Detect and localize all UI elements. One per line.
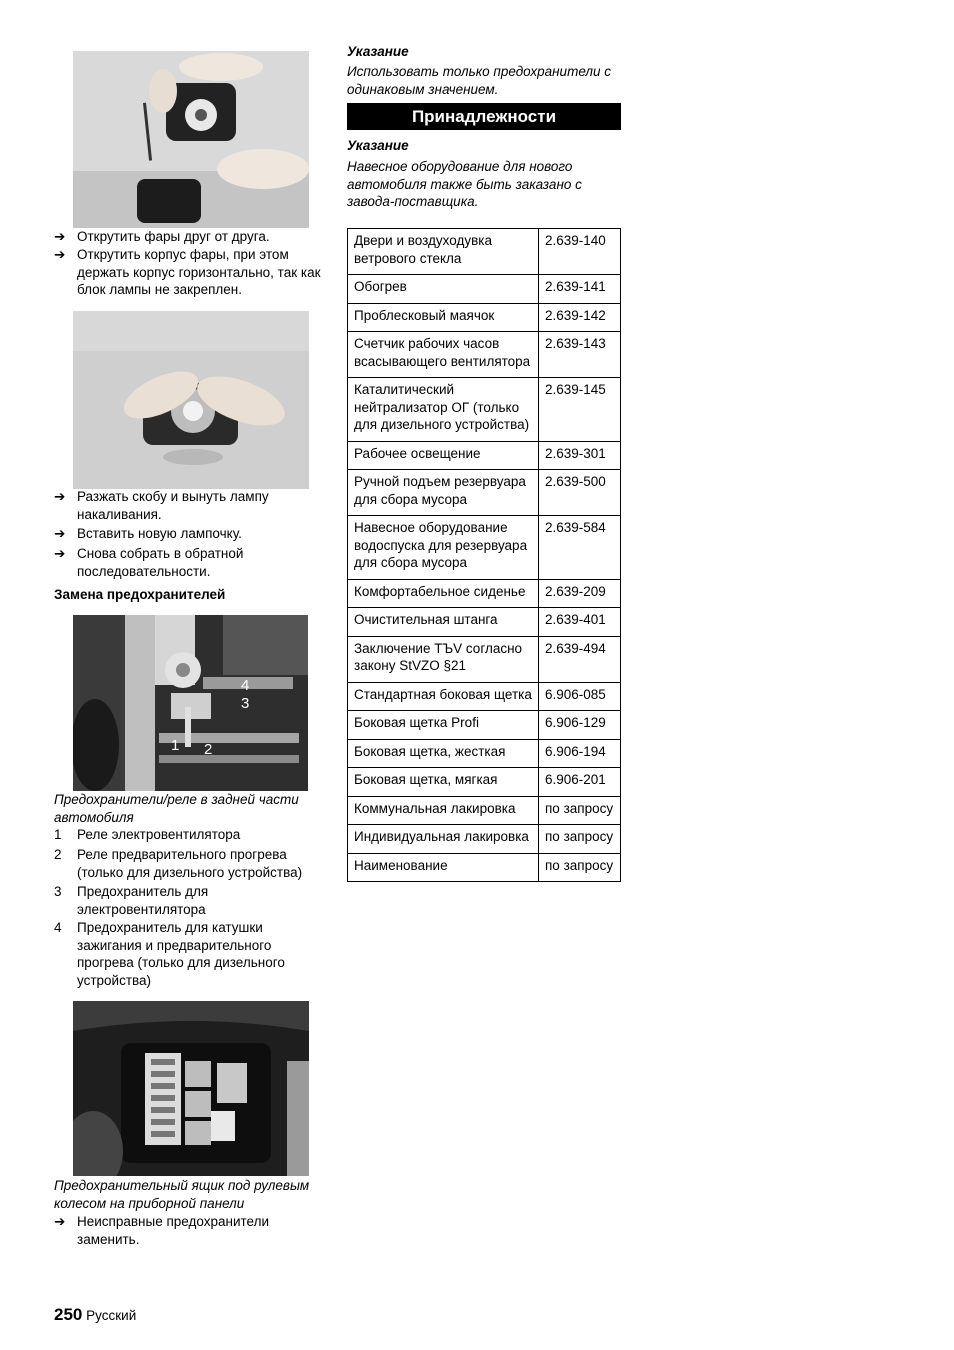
accessory-code: 2.639-500: [539, 470, 621, 516]
caption-fusebox: Предохранительный ящик под рулевым колесом на приборной панели: [54, 1178, 310, 1211]
arrow-icon: ➔: [54, 247, 66, 262]
legend-item: [54, 883, 326, 918]
step-reassemble: [54, 545, 324, 580]
legend-text: Предохранитель для электровентилятора: [77, 884, 209, 917]
step-separate-headlights: [54, 228, 324, 246]
accessory-name: Заключение TЪV согласно закону StVZO §21: [348, 636, 539, 682]
accessory-code: по запросу: [539, 825, 621, 854]
accessory-name: Боковая щетка, жесткая: [348, 739, 539, 768]
legend-number: 2: [54, 847, 62, 862]
legend-text: Реле электровентилятора: [77, 827, 241, 842]
accessory-name: Стандартная боковая щетка: [348, 682, 539, 711]
arrow-icon: ➔: [54, 1214, 66, 1229]
accessory-code: 2.639-143: [539, 332, 621, 378]
step-remove-bulb: [54, 488, 324, 523]
accessory-name: Навесное оборудование водоспуска для резервуара для сбора мусора: [348, 516, 539, 580]
legend-number: 1: [54, 827, 62, 842]
accessory-name: Счетчик рабочих часов всасывающего вентилятора: [348, 332, 539, 378]
accessory-code: 2.639-142: [539, 303, 621, 332]
accessory-name: Рабочее освещение: [348, 441, 539, 470]
step-insert-bulb: [54, 525, 324, 543]
accessory-name: Каталитический нейтрализатор ОГ (только для дизельного устройства): [348, 378, 539, 442]
page-number: 250: [54, 1305, 83, 1324]
table-row: [348, 825, 621, 854]
photo-rear-fuses: [73, 615, 308, 791]
table-row: [348, 378, 621, 442]
accessory-name: Индивидуальная лакировка: [348, 825, 539, 854]
accessory-name: Наименование: [348, 853, 539, 882]
note-title: Указание: [347, 44, 409, 59]
table-row: [348, 516, 621, 580]
accessory-code: 2.639-209: [539, 579, 621, 608]
arrow-icon: ➔: [54, 546, 66, 561]
table-row: [348, 332, 621, 378]
note-text: Использовать только предохранители с одинаковым значением.: [347, 64, 611, 97]
photo-headlight-unscrew: [73, 51, 309, 228]
fuse-replacement-heading: Замена предохранителей: [54, 587, 226, 602]
accessory-code: 2.639-140: [539, 229, 621, 275]
table-row: [348, 579, 621, 608]
table-row: [348, 441, 621, 470]
note-text: Навесное оборудование для нового автомобиля также быть заказано с завода-поставщика.: [347, 159, 582, 209]
accessory-code: 2.639-141: [539, 275, 621, 304]
accessory-code: 6.906-201: [539, 768, 621, 797]
table-row: [348, 470, 621, 516]
table-row: [348, 768, 621, 797]
table-row: [348, 711, 621, 740]
table-row: [348, 229, 621, 275]
section-heading-accessories: Принадлежности: [347, 103, 621, 130]
caption-rear-fuses: Предохранители/реле в задней части автомобиля: [54, 792, 299, 825]
table-row: [348, 796, 621, 825]
accessory-name: Обогрев: [348, 275, 539, 304]
accessory-code: 6.906-194: [539, 739, 621, 768]
accessory-name: Проблесковый маячок: [348, 303, 539, 332]
legend-text: Реле предварительного прогрева (только для дизельного устройства): [77, 847, 303, 880]
arrow-icon: ➔: [54, 489, 66, 504]
table-row: [348, 608, 621, 637]
note-title: Указание: [347, 138, 409, 153]
legend-number: 3: [54, 884, 62, 899]
photo-fusebox-dashboard: [73, 1001, 309, 1176]
callout-label-4: 4: [241, 677, 250, 694]
legend-text: Предохранитель для катушки зажигания и предварительного прогрева (только для дизельного устройства): [77, 920, 285, 988]
accessory-name: Двери и воздуходувка ветрового стекла: [348, 229, 539, 275]
table-row: [348, 682, 621, 711]
table-row: [348, 303, 621, 332]
accessory-name: Ручной подъем резервуара для сбора мусора: [348, 470, 539, 516]
accessory-name: Боковая щетка Profi: [348, 711, 539, 740]
table-row: [348, 739, 621, 768]
accessory-code: 2.639-494: [539, 636, 621, 682]
accessory-code: 2.639-301: [539, 441, 621, 470]
legend-item: [54, 826, 326, 844]
accessory-code: 6.906-129: [539, 711, 621, 740]
callout-label-1: 1: [171, 737, 180, 754]
accessory-code: по запросу: [539, 853, 621, 882]
callout-label-2: 2: [204, 741, 213, 758]
accessory-code: 2.639-584: [539, 516, 621, 580]
accessory-name: Коммунальная лакировка: [348, 796, 539, 825]
accessory-name: Боковая щетка, мягкая: [348, 768, 539, 797]
accessories-table: [347, 228, 621, 882]
accessory-name: Комфортабельное сиденье: [348, 579, 539, 608]
legend-item: [54, 846, 326, 881]
page-footer: [54, 1306, 136, 1325]
step-replace-fuses: [54, 1213, 324, 1248]
table-row: [348, 275, 621, 304]
accessory-code: 2.639-401: [539, 608, 621, 637]
legend-item: [54, 919, 326, 989]
step-text: Неисправные предохранители заменить.: [77, 1214, 269, 1247]
step-text: Снова собрать в обратной последовательности.: [77, 546, 244, 579]
footer-language: Русский: [86, 1308, 137, 1323]
accessory-code: по запросу: [539, 796, 621, 825]
step-unscrew-housing: [54, 246, 324, 299]
step-text: Вставить новую лампочку.: [77, 526, 242, 541]
step-text: Открутить фары друг от друга.: [77, 229, 270, 244]
accessory-code: 2.639-145: [539, 378, 621, 442]
legend-number: 4: [54, 920, 62, 935]
photo-lamp-removal: [73, 311, 309, 489]
arrow-icon: ➔: [54, 526, 66, 541]
accessory-code: 6.906-085: [539, 682, 621, 711]
step-text: Разжать скобу и вынуть лампу накаливания.: [77, 489, 269, 522]
table-row: [348, 853, 621, 882]
accessory-name: Очистительная штанга: [348, 608, 539, 637]
table-row: [348, 636, 621, 682]
arrow-icon: ➔: [54, 229, 66, 244]
callout-label-3: 3: [241, 695, 250, 712]
step-text: Открутить корпус фары, при этом держать корпус горизонтально, так как блок лампы не закреплен.: [77, 247, 321, 297]
